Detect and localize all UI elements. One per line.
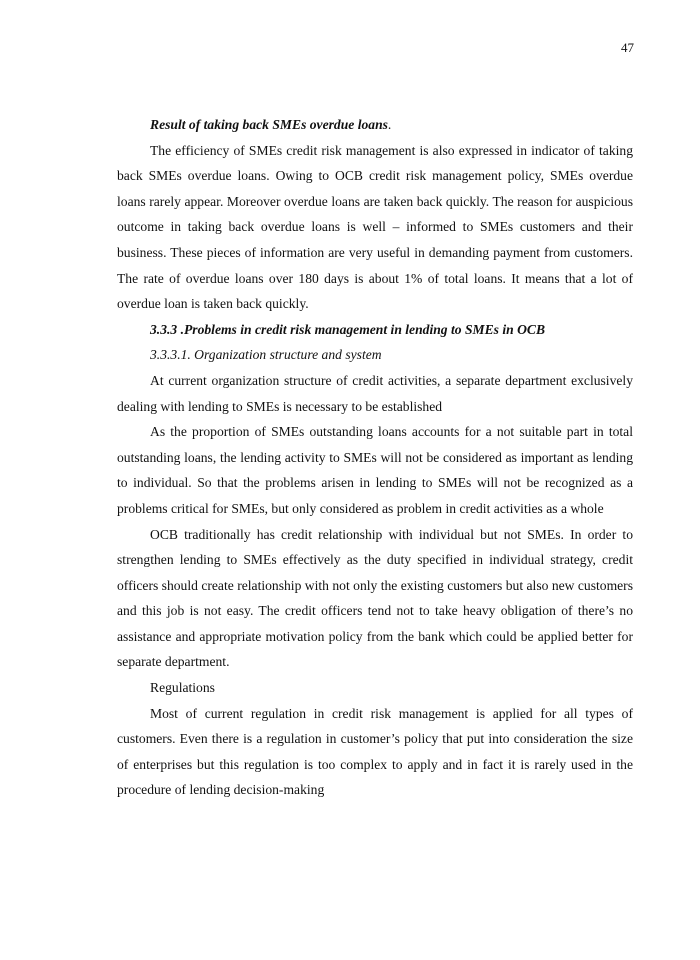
section-heading: 3.3.3 .Problems in credit risk management in lending to SMEs in OCB [150, 321, 546, 337]
page-number: 47 [621, 40, 634, 55]
result-heading-text: Result of taking back SMEs overdue loans [150, 117, 388, 132]
subsection-heading: 3.3.3.1. Organization structure and system [150, 347, 382, 363]
paragraph-organization: At current organization structure of credit activities, a separate department exclusively dealing with lending to SMEs is necessary to be established [117, 372, 633, 414]
result-heading-trail: . [387, 117, 392, 132]
paragraph-regulations: Most of current regulation in credit risk management is applied for all types of customers. Even there is a regulation in customer’s policy that put into consideration the size of enterprises but this regulation is too complex to apply and in fact it is rarely used in the procedure of lending decision-making [117, 705, 633, 798]
paragraph-ocb: OCB traditionally has credit relationship with individual but not SMEs. In order to strengthen lending to SMEs effectively as the duty specified in individual strategy, credit officers should create relationship with not only the existing customers but also new customers and this job is not easy. The credit officers tend not to take heavy obligation of there’s no assistance and appropriate motivation policy from the bank which could be applied better for separate department. [117, 526, 633, 670]
paragraph-efficiency: The efficiency of SMEs credit risk management is also expressed in indicator of taking back SMEs overdue loans. Owing to OCB credit risk management policy, SMEs overdue loans rarely appear. Moreover overdue loans are taken back quickly. The reason for auspicious outcome in taking back overdue loans is well – informed to SMEs customers and their business. These pieces of information are very useful in demanding payment from customers. The rate of overdue loans over 180 days is about 1% of total loans. It means that a lot of overdue loan is taken back quickly. [117, 142, 633, 312]
paragraph-proportion: As the proportion of SMEs outstanding loans accounts for a not suitable part in total outstanding loans, the lending activity to SMEs will not be considered as important as lending to individual. So that the problems arisen in lending to SMEs will not be recognized as a problems critical for SMEs, but only considered as problem in credit activities as a whole [117, 424, 633, 516]
result-heading [117, 112, 633, 138]
regulations-heading: Regulations [150, 680, 215, 696]
document-body [117, 112, 633, 803]
